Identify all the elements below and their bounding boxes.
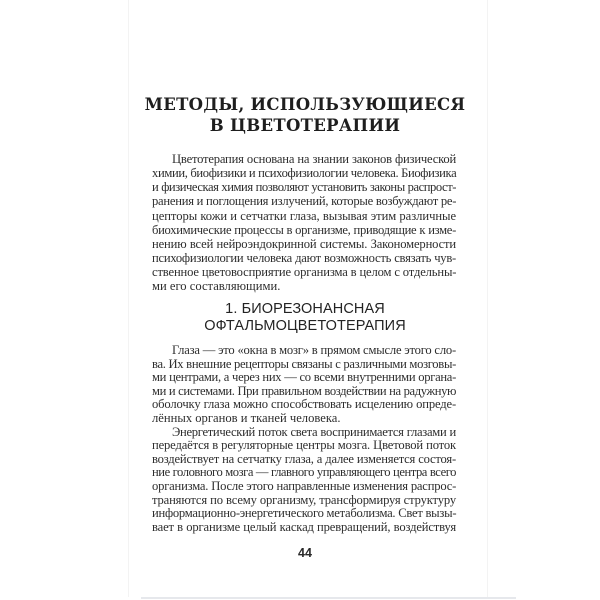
paragraph-energy-flow bbox=[152, 426, 456, 535]
page-number: 44 bbox=[298, 546, 312, 560]
text-line: траняются по всему организму, трансформируя структуру bbox=[152, 492, 456, 507]
text-line: лённых органов и тканей человека. bbox=[152, 410, 341, 425]
text-line: ми и системами. При правильном воздействии на радужную bbox=[152, 383, 456, 398]
text-line: биохимические процессы в организме, приводящие к изме- bbox=[152, 222, 456, 237]
text-line: ние головного мозга — главного управляющего центра всего bbox=[152, 465, 456, 480]
page-bottom-edge bbox=[141, 597, 516, 599]
section-body bbox=[152, 344, 456, 534]
text-line: ва. Их внешние рецепторы связаны с различными мозговы- bbox=[152, 356, 456, 371]
text-line: Энергетический поток света воспринимается глазами и bbox=[172, 424, 456, 439]
text-line: организма. После этого направленные изменения распрос- bbox=[152, 478, 457, 493]
section-title bbox=[150, 301, 460, 335]
section-title-line: 1. БИОРЕЗОНАНСНАЯ bbox=[225, 301, 385, 317]
text-line: ственное цветовосприятие организма в целом с отдельны- bbox=[152, 265, 457, 280]
text-line: химии, биофизики и психофизиологии человека. Биофизика bbox=[152, 166, 457, 181]
text-line: оболочку глаза можно способствовать исцелению опреде- bbox=[152, 397, 456, 412]
text-line: ми его составляющими. bbox=[152, 279, 281, 294]
chapter-title-line: МЕТОДЫ, ИСПОЛЬЗУЮЩИЕСЯ bbox=[144, 95, 466, 114]
paragraph-eyes bbox=[152, 344, 456, 426]
text-line: ми центрами, а через них — со всеми внутренними органа- bbox=[152, 370, 456, 385]
chapter-title bbox=[140, 94, 470, 136]
text-line: передаётся в регуляторные центры мозга. Цветовой поток bbox=[152, 438, 456, 453]
text-line: и физическая химия позволяют установить законы распрост- bbox=[152, 180, 456, 195]
text-line: психофизиологии человека дают возможность связать чув- bbox=[152, 251, 456, 266]
text-line: Глаза — это «окна в мозг» в прямом смысле этого сло- bbox=[172, 343, 456, 357]
text-line: цепторы кожи и сетчатки глаза, вызывая этим различные bbox=[152, 208, 456, 223]
text-line: нению всей нейроэндокринной системы. Закономерности bbox=[152, 236, 456, 251]
text-line: информационно-энергетического метаболизма. Свет вызы- bbox=[152, 506, 457, 521]
text-line: вает в организме целый каскад превращений, воздействуя bbox=[152, 519, 456, 534]
text-line: ранения и поглощения излучений, которые возбуждают ре- bbox=[152, 194, 457, 209]
section-title-line: ОФТАЛЬМОЦВЕТОТЕРАПИЯ bbox=[204, 318, 406, 334]
text-line: Цветотерапия основана на знании законов физической bbox=[172, 152, 456, 166]
text-line: воздействует на сетчатку глаза, а далее изменяется состоя- bbox=[152, 451, 456, 466]
intro-paragraph bbox=[152, 152, 456, 294]
chapter-title-line: В ЦВЕТОТЕРАПИИ bbox=[209, 116, 401, 135]
